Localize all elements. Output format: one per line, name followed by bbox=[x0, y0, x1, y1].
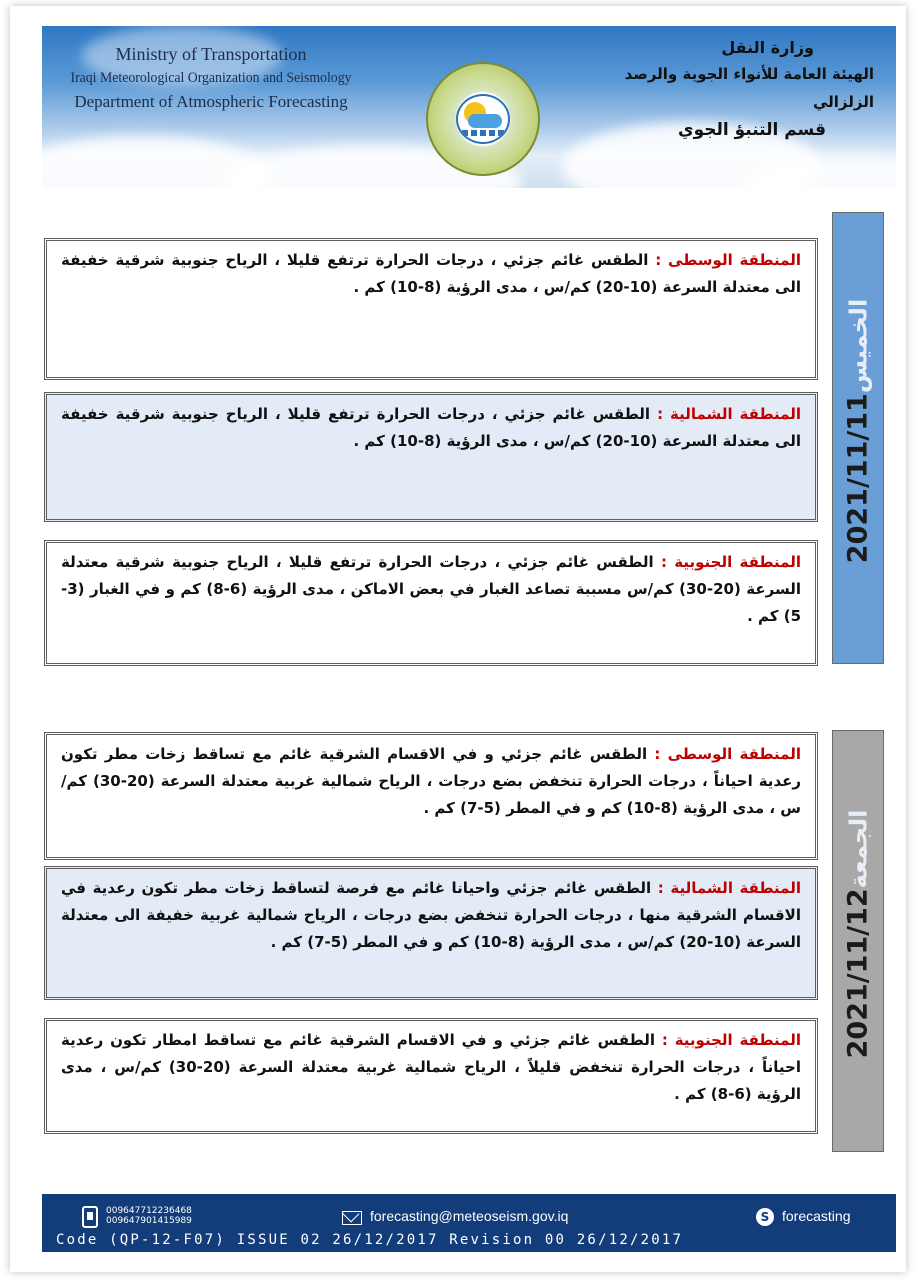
footer-bar bbox=[42, 1194, 896, 1252]
forecast-text: الطقس غائم جزئي و في الاقسام الشرقية غائم مع تساقط امطار تكون رعدية احياناً ، درجات الحرارة تنخفض قليلاً ، الرياح شمالية غربية معتدلة السرعة (20-30) كم/س ، مدى الرؤية (6-8) كم . bbox=[61, 1031, 801, 1103]
header-arabic bbox=[574, 36, 874, 144]
region-name: المنطقة الوسطى : bbox=[654, 745, 801, 763]
skype-icon: S bbox=[756, 1208, 774, 1226]
forecast-box-south-day1 bbox=[44, 540, 818, 666]
forecast-text: الطقس غائم جزئي ، درجات الحرارة ترتفع قليلا ، الرياح جنوبية شرقية خفيفة الى معتدلة السرعة (10-20) كم/س ، مدى الرؤية (8-10) كم . bbox=[61, 251, 801, 296]
organization-name-ar: الهيئة العامة للأنواء الجوية والرصد الزلزالي bbox=[624, 65, 874, 111]
organization-logo bbox=[426, 62, 540, 176]
region-name: المنطقة الشمالية : bbox=[657, 879, 801, 897]
department-name-en: Department of Atmospheric Forecasting bbox=[74, 92, 348, 111]
forecast-text: الطقس غائم جزئي ، درجات الحرارة ترتفع قليلا ، الرياح جنوبية شرقية خفيفة الى معتدلة السرعة (10-20) كم/س ، مدى الرؤية (8-10) كم . bbox=[61, 405, 801, 450]
phone-number: 009647901415989 bbox=[106, 1216, 192, 1226]
footer-email[interactable]: forecasting@meteoseism.gov.iq bbox=[370, 1208, 569, 1224]
forecast-text: الطقس غائم جزئي و في الاقسام الشرقية غائم مع تساقط زخات مطر تكون رعدية احياناً ، درجات الحرارة تنخفض بضع درجات ، الرياح شمالية غربية معتدلة السرعة (20-30) كم/س ، مدى الرؤية (8-10) كم و في المطر (5-7) كم . bbox=[61, 745, 801, 817]
footer-skype[interactable]: forecasting bbox=[782, 1208, 851, 1224]
region-name: المنطقة الجنوبية : bbox=[661, 1031, 801, 1049]
forecast-box-north-day1 bbox=[44, 392, 818, 522]
phone-icon bbox=[82, 1206, 98, 1228]
footer-phones bbox=[106, 1206, 192, 1226]
organization-name-en: Iraqi Meteorological Organization and Seismology bbox=[70, 70, 352, 86]
logo-emblem bbox=[456, 94, 510, 144]
forecast-text: الطقس غائم جزئي واحيانا غائم مع فرصة لتساقط زخات مطر تكون رعدية في الاقسام الشرقية منها ، درجات الحرارة تنخفض بضع درجات ، الرياح شمالية غربية خفيفة الى معتدلة السرعة (10-20) كم/س ، مدى الرؤية (8-10) كم و في المطر (5-7) كم . bbox=[61, 879, 801, 951]
cloud-icon bbox=[468, 114, 502, 128]
day-label bbox=[843, 299, 874, 577]
ministry-name-ar: وزارة النقل bbox=[721, 38, 814, 57]
waves-icon bbox=[462, 130, 504, 136]
day-sidebar-friday bbox=[832, 730, 884, 1152]
forecast-box-north-day2 bbox=[44, 866, 818, 1000]
ministry-name-en: Ministry of Transportation bbox=[115, 44, 307, 64]
day-name: الخميس bbox=[844, 298, 873, 394]
forecast-box-central-day2 bbox=[44, 732, 818, 860]
phone-number: 009647712236468 bbox=[106, 1206, 192, 1216]
mail-icon bbox=[342, 1211, 362, 1225]
region-name: المنطقة الوسطى : bbox=[655, 251, 802, 269]
document-code: Code (QP-12-F07) ISSUE 02 26/12/2017 Revision 00 26/12/2017 bbox=[56, 1232, 684, 1248]
header-banner bbox=[42, 26, 896, 188]
day-date: 2021/11/11 bbox=[842, 393, 874, 564]
day-date: 2021/11/12 bbox=[842, 888, 874, 1059]
header-english bbox=[56, 42, 366, 114]
forecast-box-central-day1 bbox=[44, 238, 818, 380]
day-label bbox=[843, 810, 874, 1073]
department-name-ar: قسم التنبؤ الجوي bbox=[678, 120, 826, 140]
forecast-box-south-day2 bbox=[44, 1018, 818, 1134]
day-sidebar-thursday bbox=[832, 212, 884, 664]
forecast-text: الطقس غائم جزئي ، درجات الحرارة ترتفع قليلا ، الرياح جنوبية شرقية معتدلة السرعة (20-30) كم/س مسببة تصاعد الغبار في بعض الاماكن ، مدى الرؤية (6-8) كم و في الغبار (3-5) كم . bbox=[61, 553, 801, 625]
day-name: الجمعة bbox=[844, 809, 873, 889]
region-name: المنطقة الشمالية : bbox=[657, 405, 802, 423]
region-name: المنطقة الجنوبية : bbox=[661, 553, 801, 571]
